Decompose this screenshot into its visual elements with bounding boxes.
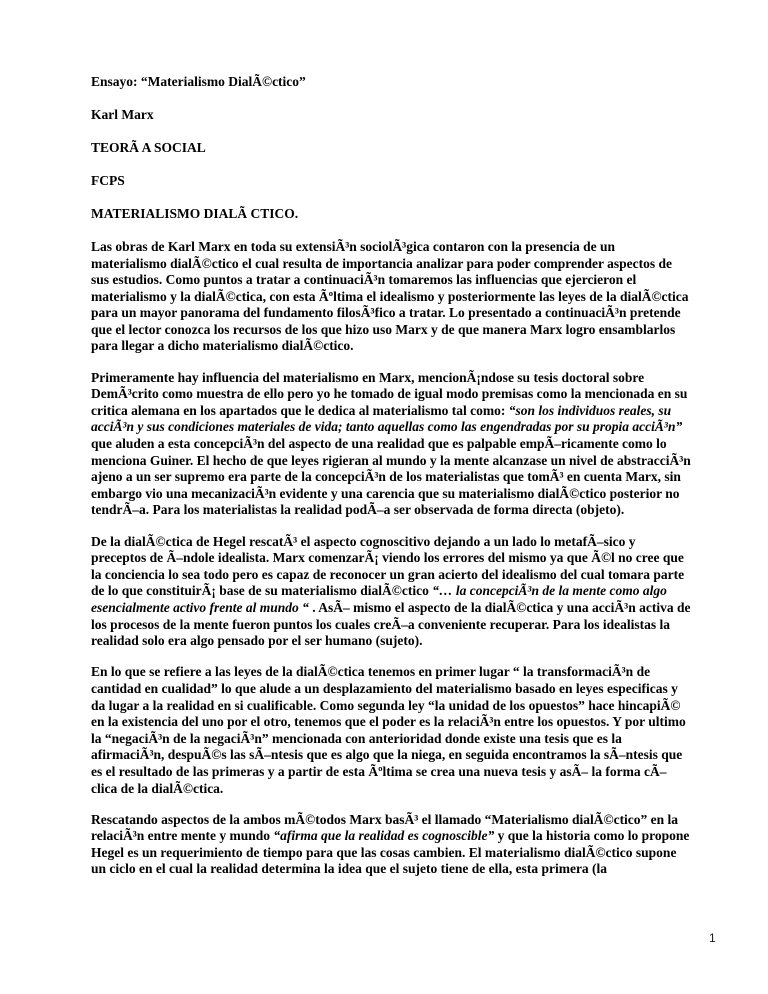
text-run: Primeramente hay influencia del materialismo en Marx, mencionÃ¡ndose su tesis doctoral sobre DemÃ³crito como muestra de ello pero yo he tomado de igual modo premisas como la mencionada en su critica alemana en los apartados que le dedica al materialismo tal como:	[91, 369, 688, 418]
section-heading: MATERIALISMO DIALÃ CTICO.	[91, 205, 299, 221]
essay-title: Ensayo: “Materialismo DialÃ©ctico”	[91, 74, 306, 89]
paragraph	[91, 812, 692, 878]
text-run: De la dialÃ©ctica de Hegel rescatÃ³ el aspecto cognoscitivo dejando a un lado lo metafÃ–sico y preceptos de Ã–ndole idealista. Marx comenzarÃ¡ viendo los errores del mismo ya que Ã©l no cree que la conciencia lo sea todo pero es capaz de reconocer un gran acierto del idealismo del cual tomara parte de lo que constituirÃ¡ base de su materialismo dialÃ©ctico	[91, 533, 685, 599]
text-run: En lo que se refiere a las leyes de la dialÃ©ctica tenemos en primer lugar “ la transformaciÃ³n de cantidad en cualidad” lo que alude a un desplazamiento del materialismo basado en leyes especificas y da lugar a la realidad en si cualificable. Como segunda ley “la unidad de los opuestos” hace hincapiÃ© en la existencia del uno por el otro, tenemos que el poder es la relaciÃ³n entre los opuestos. Y por ultimo la “negaciÃ³n de la negaciÃ³n” mencionada con anterioridad donde existe una tesis que es la afirmaciÃ³n, despuÃ©s las sÃ–ntesis que es algo que la niega, en seguida encontramos la sÃ–ntesis que es el resultado de las primeras y a partir de esta Ãºltima se crea una nueva tesis y asÃ– la forma cÃ–clica de la dialÃ©ctica.	[91, 664, 686, 796]
text-run: Rescatando aspectos de la ambos mÃ©todos Marx basÃ³ el llamado “Materialismo dialÃ©ctico” en la relaciÃ³n entre mente y mundo	[91, 811, 679, 844]
page-number: 1	[709, 931, 716, 945]
text-run: Las obras de Karl Marx en toda su extensiÃ³n sociolÃ³gica contaron con la presencia de un materialismo dialÃ©ctico el cual resulta de importancia analizar para poder comprender aspectos de sus estudios. Como puntos a tratar a continuaciÃ³n tomaremos las influencias que ejercieron el materialismo y la dialÃ©ctica, con esta Ãºltima el idealismo y posteriormente las leyes de la dialÃ©ctica para un mayor panorama del fundamento filosÃ³fico a tratar. Lo presentado a continuaciÃ³n pretende que el lector conozca los recursos de los que hizo uso Marx y de que manera Marx logro ensamblarlos para llegar a dicho materialismo dialÃ©ctico.	[91, 238, 689, 354]
text-run: que aluden a esta concepciÃ³n del aspecto de una realidad que es palpable empÃ–ricamente como lo menciona Guiner. El hecho de que leyes rigieran al mundo y la mente alcanzase un nivel de abstracciÃ³n ajeno a un ser supremo era parte de la concepciÃ³n de los materialistas que tomÃ³ en cuenta Marx, sin embargo vio una mecanizaciÃ³n evidente y una carencia que su materialismo dialÃ©ctico posterior no tendrÃ–a. Para los materialistas la realidad podÃ–a ser observada de forma directa (objeto).	[91, 436, 691, 518]
institution-line: FCPS	[91, 172, 125, 188]
author-line: Karl Marx	[91, 106, 154, 122]
quoted-italic-run: “… la concepciÃ³n de la mente como algo esencialmente activo frente al mundo “	[91, 583, 667, 615]
paragraph	[91, 664, 692, 797]
paragraph	[91, 239, 692, 355]
essay-content	[91, 74, 692, 893]
paragraph	[91, 370, 692, 519]
quoted-italic-run: “son los individuos reales, su acciÃ³n y sus condiciones materiales de vida; tanto aquellas como las engendradas por su propia acciÃ³n”	[91, 402, 683, 435]
paragraph	[91, 534, 692, 650]
text-run: . AsÃ– mismo el aspecto de la dialÃ©ctica y una acciÃ³n activa de los procesos de la mente fueron puntos los cuales creÃ–a conveniente recuperar. Para los idealistas la realidad solo era algo pensado por el ser humano (sujeto).	[91, 599, 691, 649]
essay-body	[91, 239, 692, 878]
quoted-italic-run: “afirma que la realidad es cognoscible”	[273, 828, 495, 844]
course-line: TEORÃ A SOCIAL	[91, 139, 206, 155]
text-run: y que la historia como lo propone Hegel es un requerimiento de tiempo para que las cosas cambien. El materialismo dialÃ©ctico supone un ciclo en el cual la realidad determina la idea que el sujeto tiene de ella, esta primera (la	[91, 828, 690, 877]
